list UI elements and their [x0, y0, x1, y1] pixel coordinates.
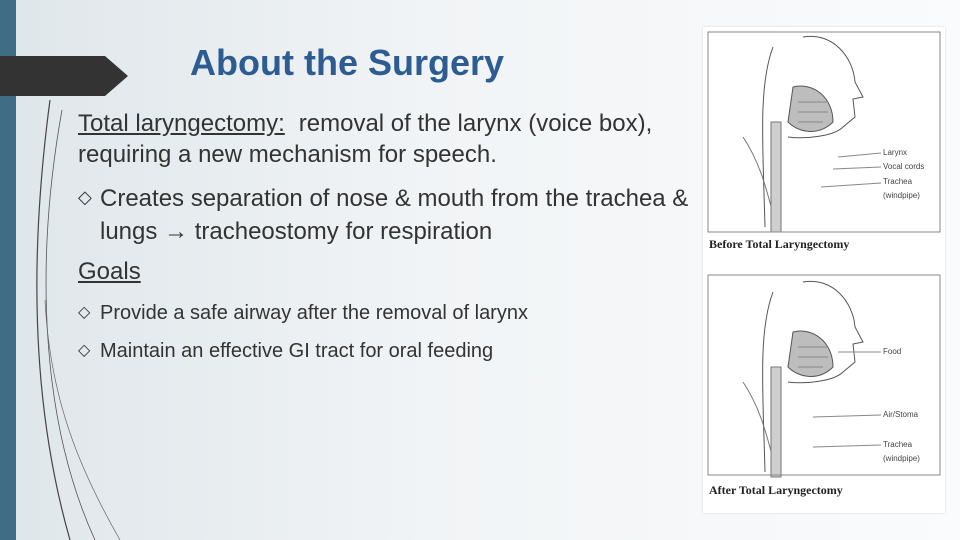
bullet-text-part1: Creates separation of nose & mouth from the trachea & lungs [100, 185, 689, 245]
goal-item [78, 337, 698, 365]
slide-title: About the Surgery [190, 42, 505, 83]
label-windpipe: (windpipe) [883, 191, 920, 200]
anatomy-figure [703, 27, 945, 513]
label-vocal-cords: Vocal cords [883, 162, 925, 171]
title-tab-shape [0, 56, 128, 96]
definition-text: removal of the larynx (voice box), requiring a new mechanism for speech. [78, 110, 653, 168]
bullet-separation [78, 182, 698, 248]
diamond-bullet-icon: ◇ [78, 304, 91, 321]
diamond-bullet-icon: ◇ [78, 187, 92, 207]
label-windpipe: (windpipe) [883, 454, 920, 463]
diamond-bullet-icon: ◇ [78, 342, 91, 359]
goal-text: Provide a safe airway after the removal of larynx [100, 302, 528, 324]
label-larynx: Larynx [883, 148, 908, 157]
after-illustration [743, 281, 881, 477]
definition-term: Total laryngectomy: [78, 110, 285, 137]
goal-text: Maintain an effective GI tract for oral feeding [100, 340, 494, 362]
label-trachea: Trachea [883, 440, 913, 449]
slide-body [78, 108, 698, 365]
label-trachea: Trachea [883, 177, 913, 186]
goal-item [78, 299, 698, 327]
bullet-text-part2: tracheostomy for respiration [194, 218, 493, 245]
caption-after: After Total Laryngectomy [709, 483, 843, 497]
definition-paragraph [78, 108, 698, 170]
label-food: Food [883, 347, 902, 356]
before-illustration [743, 36, 881, 232]
goals-heading: Goals [78, 258, 141, 285]
arrow-right-icon: → [164, 218, 189, 245]
bullet-text [100, 182, 698, 248]
label-air-stoma: Air/Stoma [883, 410, 919, 419]
caption-before: Before Total Laryngectomy [709, 237, 850, 251]
